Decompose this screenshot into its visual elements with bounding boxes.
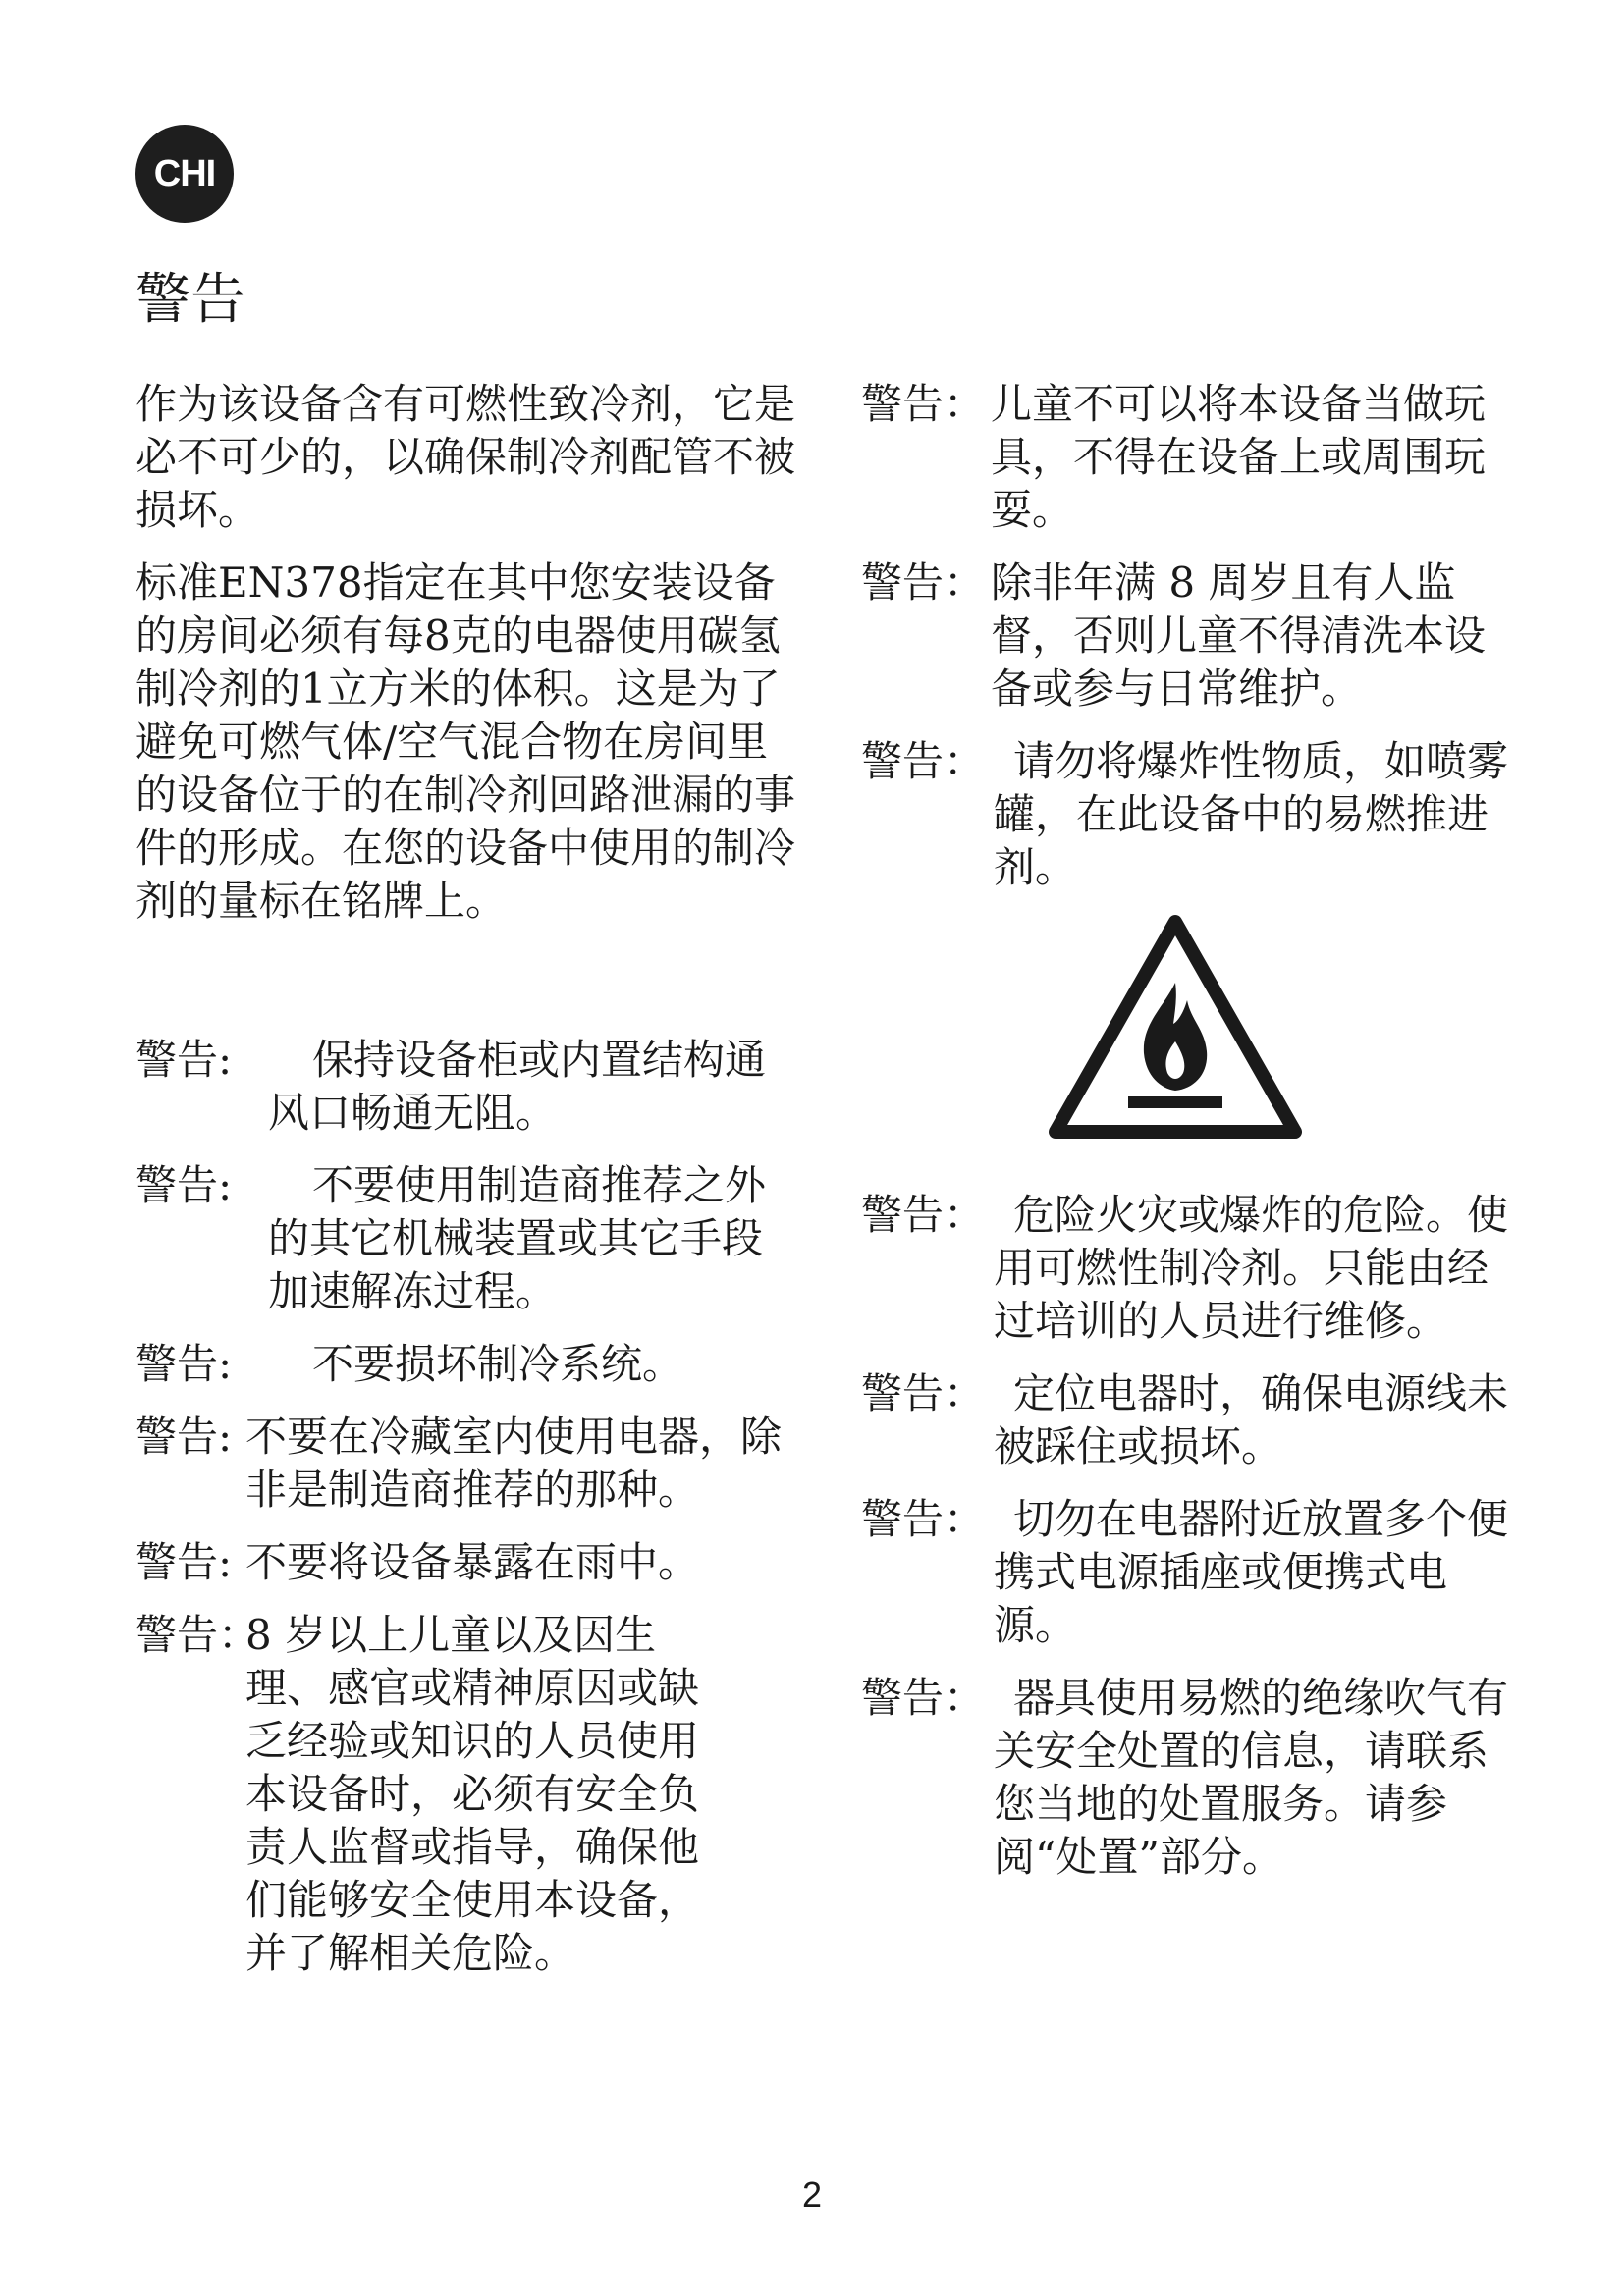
warning-label: 警告: <box>135 1538 233 1586</box>
warning-item <box>861 557 1509 716</box>
warning-item <box>135 1338 803 1391</box>
warning-text: 危险火灾或爆炸的危险。使用可燃性制冷剂。只能由经过培训的人员进行维修。 <box>994 1191 1509 1345</box>
warning-item <box>861 378 1509 537</box>
flammable-warning-icon <box>1048 914 1303 1140</box>
warning-text: 保持设备柜或内置结构通风口畅通无阻。 <box>268 1036 767 1137</box>
warning-label: 警告: <box>135 1413 233 1461</box>
warning-item <box>135 1034 803 1140</box>
warning-text: 不要将设备暴露在雨中。 <box>245 1538 700 1586</box>
warning-text: 儿童不可以将本设备当做玩具，不得在设备上或周围玩耍。 <box>991 380 1487 534</box>
warning-label: 警告: <box>135 1161 233 1209</box>
warning-text: 不要在冷藏室内使用电器，除非是制造商推荐的那种。 <box>245 1413 783 1514</box>
warning-text: 定位电器时，确保电源线未被踩住或损坏。 <box>994 1369 1509 1470</box>
warning-label: 警告： <box>861 1369 986 1417</box>
page-title: 警告 <box>135 268 245 332</box>
page-number: 2 <box>801 2174 823 2215</box>
warning-label: 警告： <box>861 380 986 428</box>
warning-item <box>861 1493 1509 1652</box>
warning-label: 警告： <box>135 1611 260 1659</box>
spacer <box>135 947 803 1034</box>
warning-item <box>135 1609 725 1980</box>
warning-text: 8 岁以上儿童以及因生理、感官或精神原因或缺乏经验或知识的人员使用本设备时，必须有安全负责人监督或指导，确保他们能够安全使用本设备，并了解相关危险。 <box>245 1611 700 1977</box>
warning-item <box>135 1536 803 1589</box>
warning-label: 警告： <box>861 1674 986 1722</box>
warning-label: 警告： <box>861 559 986 607</box>
intro-paragraph-1: 作为该设备含有可燃性致冷剂，它是必不可少的，以确保制冷剂配管不被损坏。 <box>135 380 796 534</box>
warning-label: 警告: <box>135 1036 233 1084</box>
warning-item <box>861 735 1509 894</box>
right-column <box>861 378 1509 1903</box>
warning-label: 警告： <box>861 737 986 785</box>
warning-text: 请勿将爆炸性物质，如喷雾罐，在此设备中的易燃推进剂。 <box>994 737 1509 891</box>
warning-label: 警告： <box>861 1495 986 1543</box>
warning-text: 不要使用制造商推荐之外的其它机械装置或其它手段加速解冻过程。 <box>268 1161 767 1315</box>
warning-text: 除非年满 8 周岁且有人监督，否则儿童不得清洗本设备或参与日常维护。 <box>991 559 1487 713</box>
warning-text: 不要损坏制冷系统。 <box>312 1340 684 1388</box>
left-column <box>135 378 803 2000</box>
warning-label: 警告: <box>135 1340 233 1388</box>
warning-item <box>135 1159 803 1318</box>
warning-text: 切勿在电器附近放置多个便携式电源插座或便携式电源。 <box>994 1495 1509 1649</box>
warning-item <box>861 1367 1509 1473</box>
warning-item <box>861 1189 1509 1348</box>
warning-item <box>135 1411 803 1517</box>
warning-item <box>861 1672 1509 1884</box>
warning-text: 器具使用易燃的绝缘吹气有关安全处置的信息，请联系您当地的处置服务。请参阅“处置”部分。 <box>994 1674 1509 1881</box>
language-badge: CHI <box>135 125 234 223</box>
intro-paragraph-2: 标准EN378指定在其中您安装设备的房间必须有每8克的电器使用碳氢制冷剂的1立方米的体积。这是为了避免可燃气体/空气混合物在房间里的设备位于的在制冷剂回路泄漏的事件的形成。在您的设备中使用的制冷剂的量标在铭牌上。 <box>135 559 796 925</box>
warning-label: 警告： <box>861 1191 986 1239</box>
